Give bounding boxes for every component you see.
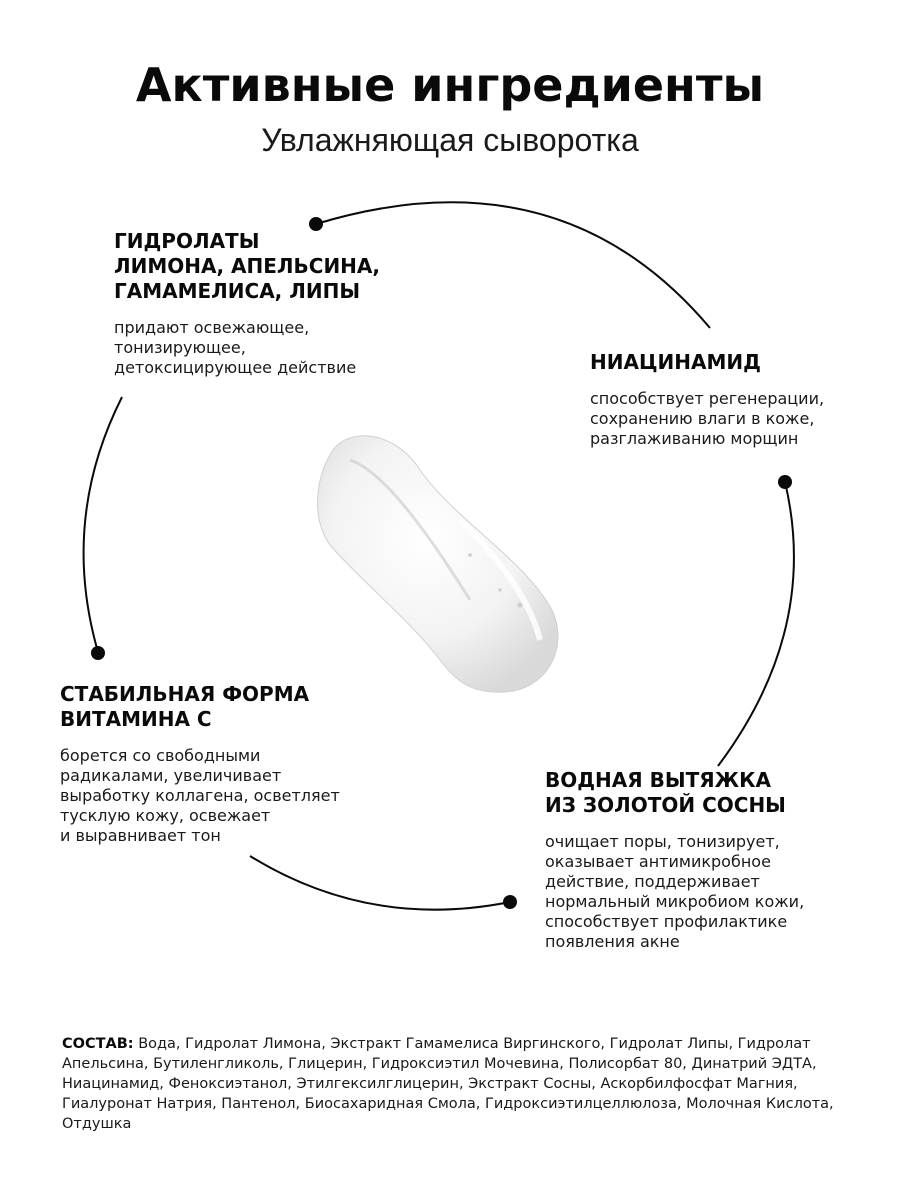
- composition-text: [62, 1034, 852, 1134]
- ingredient-heading: ГИДРОЛАТЫ ЛИМОНА, АПЕЛЬСИНА, ГАМАМЕЛИСА, ЛИПЫ: [114, 229, 380, 303]
- dot-right: [778, 475, 792, 489]
- composition-label: СОСТАВ:: [62, 1036, 134, 1052]
- arc-bottom: [250, 856, 510, 910]
- dot-left: [91, 646, 105, 660]
- composition-list: Вода, Гидролат Лимона, Экстракт Гамамелиса Виргинского, Гидролат Липы, Гидролат Апельсина, Бутиленгликоль, Глицерин, Гидроксиэтил Мочевина, Полисорбат 80, Динатрий ЭДТА, Ниацинамид, Феноксиэтанол, Этилгексилглицерин, Экстракт Сосны, Аскорбилфосфат Магния, Гиалуронат Натрия, Пантенол, Биосахаридная Смола, Гидроксиэтилцеллюлоза, Молочная Кислота, Отдушка: [62, 1036, 834, 1132]
- ingredient-heading: НИАЦИНАМИД: [590, 350, 761, 374]
- ingredient-description: придают освежающее, тонизирующее, детоксицирующее действие: [114, 318, 357, 377]
- dot-bottom: [503, 895, 517, 909]
- page-subtitle: Увлажняющая сыворотка: [261, 122, 639, 158]
- ingredient-description: борется со свободными радикалами, увеличивает выработку коллагена, осветляет тусклую кожу, освежает и выравнивает тон: [60, 746, 340, 845]
- ingredient-heading: ВОДНАЯ ВЫТЯЖКА ИЗ ЗОЛОТОЙ СОСНЫ: [545, 768, 786, 817]
- ingredient-description: очищает поры, тонизирует, оказывает антимикробное действие, поддерживает нормальный микробиом кожи, способствует профилактике появления акне: [545, 832, 805, 951]
- ingredient-hydrolates: [114, 229, 414, 378]
- ingredient-heading: СТАБИЛЬНАЯ ФОРМА ВИТАМИНА С: [60, 682, 310, 731]
- serum-gel-image: [318, 436, 558, 692]
- ingredient-description: способствует регенерации, сохранению влаги в коже, разглаживанию морщин: [590, 389, 825, 448]
- ingredient-pine-extract: [545, 768, 865, 952]
- ingredient-vitamin-c: [60, 682, 390, 846]
- ingredient-niacinamide: [590, 350, 890, 449]
- arc-right: [718, 482, 794, 766]
- page-title: Активные ингредиенты: [135, 58, 765, 112]
- arc-left: [84, 397, 122, 652]
